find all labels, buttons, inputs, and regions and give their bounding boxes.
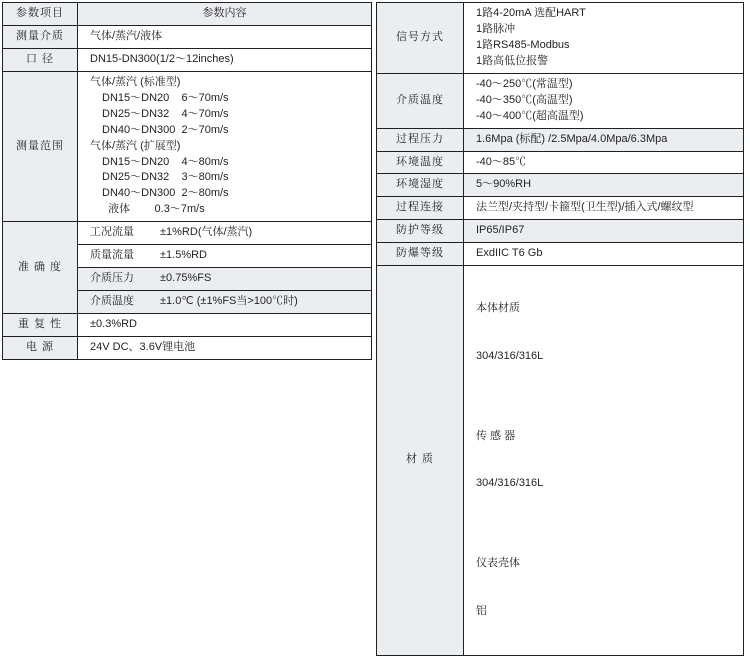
left-spec-table-wrap	[0, 0, 372, 446]
kv-key: 传 感 器	[476, 429, 516, 442]
table-row	[377, 243, 744, 266]
table-row	[377, 73, 744, 128]
row-value-accuracy-medium-pressure	[78, 268, 372, 291]
kv-pair	[90, 294, 367, 310]
temp-line-list	[476, 77, 739, 125]
range-line: DN40～DN300 2～80m/s	[102, 187, 229, 200]
table-row	[3, 336, 372, 359]
signal-line: 1路高低位报警	[476, 54, 549, 67]
table-row	[3, 314, 372, 337]
kv-key: 质量流量	[90, 249, 134, 262]
signal-line: 1路RS485-Modbus	[476, 38, 570, 51]
range-line: DN25～DN32 4～70m/s	[102, 107, 229, 120]
range-line: DN25～DN32 3～80m/s	[102, 171, 229, 184]
row-value-ambient-temperature: -40～85℃	[464, 151, 744, 174]
row-label-medium-temperature: 介质温度	[377, 73, 464, 128]
kv-pair	[476, 269, 739, 397]
row-value-explosion-grade: ExdIIC T6 Gb	[464, 243, 744, 266]
row-label-protection-grade: 防护等级	[377, 220, 464, 243]
left-spec-table	[2, 2, 372, 360]
row-value-protection-grade: IP65/IP67	[464, 220, 744, 243]
row-value-process-connection: 法兰型/夹持型/卡箍型(卫生型)/插入式/螺纹型	[464, 197, 744, 220]
row-value-accuracy-mass-flow	[78, 245, 372, 268]
range-line-list	[90, 75, 367, 218]
table-row	[377, 197, 744, 220]
right-spec-table	[376, 2, 744, 656]
row-value-process-pressure: 1.6Mpa (标配) /2.5Mpa/4.0Mpa/6.3Mpa	[464, 128, 744, 151]
temp-line: -40～250℃(常温型)	[476, 77, 573, 90]
right-spec-table-wrap	[372, 0, 744, 617]
row-label-diameter: 口 径	[3, 48, 78, 71]
table-row	[3, 48, 372, 71]
kv-key: 工况流量	[90, 226, 134, 239]
kv-value: ±1.5%RD	[160, 249, 207, 262]
kv-pair	[476, 524, 739, 652]
kv-key: 仪表壳体	[476, 557, 520, 570]
kv-value: ±0.75%FS	[160, 272, 212, 285]
signal-line-list	[476, 6, 739, 70]
temp-line: -40～400℃(超高温型)	[476, 109, 584, 122]
table-header-row	[3, 3, 372, 26]
header-cell-param-item: 参数项目	[3, 3, 78, 26]
kv-pair	[476, 397, 739, 525]
header-cell-param-content: 参数内容	[78, 3, 372, 26]
signal-line: 1路4-20mA 选配HART	[476, 7, 586, 19]
kv-key: 本体材质	[476, 302, 520, 315]
row-value-ambient-humidity: 5～90%RH	[464, 174, 744, 197]
kv-pair	[90, 248, 367, 264]
row-value-repeatability: ±0.3%RD	[78, 314, 372, 337]
range-line: DN40～DN300 2～70m/s	[102, 123, 229, 136]
row-label-explosion-grade: 防爆等级	[377, 243, 464, 266]
row-label-repeatability: 重 复 性	[3, 314, 78, 337]
table-row	[377, 128, 744, 151]
row-value-power: 24V DC、3.6V锂电池	[78, 336, 372, 359]
kv-key: 介质温度	[90, 295, 134, 308]
table-row	[377, 220, 744, 243]
table-row	[3, 25, 372, 48]
kv-value: ±1%RD(气体/蒸汽)	[160, 226, 253, 239]
row-value-accuracy-working-flow	[78, 222, 372, 245]
row-value-range	[78, 71, 372, 221]
kv-pair	[90, 271, 367, 287]
table-row	[377, 266, 744, 656]
signal-line: 1路脉冲	[476, 22, 516, 35]
row-label-process-connection: 过程连接	[377, 197, 464, 220]
row-value-diameter: DN15-DN300(1/2～12inches)	[78, 48, 372, 71]
row-value-material	[464, 266, 744, 656]
kv-pair	[90, 225, 367, 241]
range-line: DN15～DN20 6～70m/s	[102, 91, 229, 104]
kv-value: 304/316/316L	[476, 349, 544, 362]
kv-value: 304/316/316L	[476, 477, 544, 490]
table-row	[3, 71, 372, 221]
table-row	[377, 151, 744, 174]
kv-value: 铝	[476, 604, 487, 617]
kv-key: 介质压力	[90, 272, 134, 285]
table-row	[377, 174, 744, 197]
range-line: DN15～DN20 4～80m/s	[102, 155, 229, 168]
row-label-range: 测量范围	[3, 71, 78, 221]
row-label-ambient-temperature: 环境温度	[377, 151, 464, 174]
row-value-medium-temperature	[464, 73, 744, 128]
row-value-signal-type	[464, 3, 744, 74]
row-label-signal-type: 信号方式	[377, 3, 464, 74]
table-row	[3, 222, 372, 245]
range-line: 气体/蒸汽 (扩展型)	[90, 139, 181, 152]
table-row	[377, 3, 744, 74]
kv-value: ±1.0℃ (±1%FS当>100℃时)	[160, 295, 298, 308]
range-line: 液体 0.3～7m/s	[102, 203, 205, 216]
row-label-accuracy: 准 确 度	[3, 222, 78, 314]
range-line: 气体/蒸汽 (标准型)	[90, 75, 181, 88]
material-line-list	[476, 269, 739, 652]
row-label-material: 材 质	[377, 266, 464, 656]
temp-line: -40～350℃(高温型)	[476, 93, 573, 106]
row-label-ambient-humidity: 环境湿度	[377, 174, 464, 197]
row-label-process-pressure: 过程压力	[377, 128, 464, 151]
row-label-medium: 测量介质	[3, 25, 78, 48]
row-value-accuracy-medium-temp	[78, 291, 372, 314]
row-value-medium: 气体/蒸汽/液体	[78, 25, 372, 48]
row-label-power: 电 源	[3, 336, 78, 359]
